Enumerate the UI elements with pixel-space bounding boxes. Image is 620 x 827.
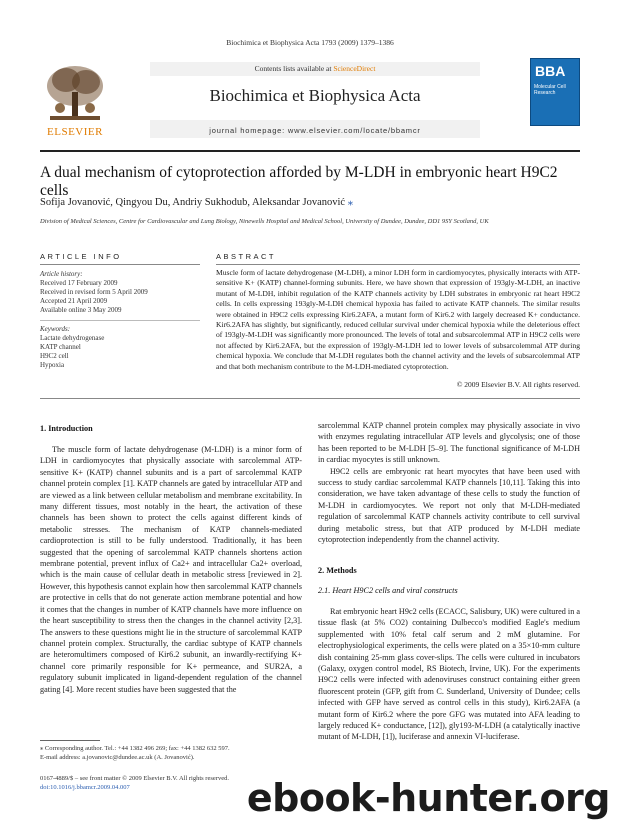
introduction-body [40,444,302,734]
paragraph: H9C2 cells are embryonic rat heart myocytes that have been used with success to study cardiac sarcolemmal KATP channels [10,11]. Taking this into consideration, we have taken advantage of these cells to study the function of M-LDH in cardiomyocytes. We report not only that M-LDH-mediated regulation of sarcolemmal KATP channels activity contribute to cell survival during metabolic stress, but that ATP produced by M-LDH mediate cytoprotection independently from the channel activity. [318,466,580,545]
tree-logo-icon [40,62,110,126]
cover-title: BBA [535,63,566,79]
authors: Sofija Jovanović, Qingyou Du, Andriy Sukhodub, Aleksandar Jovanović [40,197,346,208]
doi-link[interactable]: doi:10.1016/j.bbamcr.2009.04.007 [40,783,130,791]
affiliation: Division of Medical Sciences, Centre for Cardiovascular and Lung Biology, Ninewells Hospital and Medical School, University of Dundee, Dundee, DD1 9SY Scotland, UK [40,218,489,225]
subsection-heading: 2.1. Heart H9C2 cells and viral constructs [318,586,458,595]
right-column [318,420,580,545]
abstract-rule [216,264,580,265]
history-item: Available online 3 May 2009 [40,306,122,314]
keywords-rule [40,320,200,321]
abstract-text: Muscle form of lactate dehydrogenase (M-LDH), a minor LDH form in cardiomyocytes, physically interacts with ATP-sensitive K+ (KATP) channel-forming subunits. Here, we have shown that expression of 193gly-M-LDH, an inactive mutant of M-LDH, inhibit regulation of the KATP channels activity by LDH substrates in embryonic rat heart H9C2 cells. In cells expressing 193gly-M-LDH chemical hypoxia has failed to activate KATP channels. The similar results were obtained in H9C2 cells expressing Kir6.2AFA, a mutant form of Kir6.2 with largely decreased K+ conductance. Kir6.2AFA has slightly, but significantly, reduced cellular survival under chemical hypoxia while the deleterious effect of 193gly-M-LDH was significantly more pronounced. The levels of total and subsarcolemmal ATP in H9C2 cells were not affected by Kir6.2AFA, but the expression of 193gly-M-LDH led to lower levels of subsarcolemmal ATP during chemical hypoxia. We conclude that M-LDH regulates both the channel activity and the levels of subsarcolemmal ATP and that both mechanism contribute to the M-LDH-mediated cytoprotection. [216,268,580,371]
header-rule [40,150,580,152]
article-title: A dual mechanism of cytoprotection afforded by M-LDH in embryonic heart H9C2 cells [40,164,558,199]
corresponding-author-mark[interactable]: ⁎ [345,197,353,208]
section-heading-introduction: 1. Introduction [40,424,93,433]
keywords-label: Keywords: [40,325,71,333]
running-head: Biochimica et Biophysica Acta 1793 (2009) 1379–1386 [226,38,394,47]
watermark: ebook-hunter.org [246,776,610,820]
corresponding-author-note: ⁎ Corresponding author. Tel.: +44 1382 496 269; fax: +44 1382 632 597. [40,745,230,752]
abstract-bottom-rule [40,398,580,399]
methods-body [318,606,580,786]
contents-prefix: Contents lists available at [254,64,334,73]
history-item: Accepted 21 April 2009 [40,297,108,305]
journal-header [40,62,580,144]
journal-homepage[interactable]: journal homepage: www.elsevier.com/locate/bbamcr [209,126,421,135]
elsevier-logo [40,62,110,140]
history-item: Received in revised form 5 April 2009 [40,288,148,296]
article-history [40,270,200,315]
email-note[interactable]: E-mail address: a.jovanovic@dundee.ac.uk (A. Jovanović). [40,753,195,761]
section-heading-methods: 2. Methods [318,566,357,575]
abstract-copyright: © 2009 Elsevier B.V. All rights reserved. [456,380,580,389]
history-label: Article history: [40,270,83,278]
abstract-heading: ABSTRACT [216,252,277,261]
introduction-paragraph: The muscle form of lactate dehydrogenase (M-LDH) is a minor form of LDH in cardiomyocytes that physically associate with sarcolemmal ATP-sensitive K+ (KATP) channel subunits and is a part of sarcolemmal KATP channel protein complex [1]. KATP channels are gated by intracellular ATP and are viewed as a link between cellular metabolism and membrane excitability. In many different tissues, most notably in the heart, the activation of these channels has been shown to protect the cells against different kinds of metabolic stresses. The mechanism of KATP channels-mediated cardioprotection is still to be fully understood. Traditionally, it has been suggested that the opening of sarcolemmal KATP channels shortens action membrane potential, prevent influx of Ca2+ and intracellular Ca2+ overload, which is the main cause of cellular death in metabolic stress [reviewed in 2]. However, this hypothesis cannot explain how then sarcolemmal KATP channels are protective in cells that do not generate action membrane potential and how it comes that the changes in number of KATP channels have more influence on the heart susceptibility to stress then the changes in the channel activity [2,3]. The answers to these questions might lie in the structure of sarcolemmal KATP channel protein complex. Structurally, the cardiac subtype of KATP channels are heteromultimers composed of Kir6.2 subunit, an inwardly-rectifying K+ channel core primarily responsible for K+ permeance, and SUR2A, a regulatory subunit implicated in ligand-dependent regulation of the channel gating [4]. More recent studies have been suggested that the [40,445,302,694]
footnotes [40,745,302,762]
keywords [40,325,200,370]
author-list [40,196,580,208]
keyword: Lactate dehydrogenase [40,334,105,342]
article-info-rule [40,264,200,265]
paragraph: Rat embryonic heart H9c2 cells (ECACC, Salisbury, UK) were cultured in a tissue flask (at 5% CO2) containing Dulbecco's modified Eagle's medium supplemented with 10% fetal calf serum and 2 mM glutamine. For electrophysiological experiments, the cells were plated on a 35×10-mm culture dish containing 25-mm glass cover-slips. The cells were cultured in incubators (Galaxy, oxygen control model, RS Biotech, Irvine, UK). For the experiments H9C2 cells were infected with adenoviruses construct containing either green fluorescent protein (GFP, gift from C. Sunderland, University of Dundee; cells infected with GFP have served as control cells in this study), Kir6.2AFA (a mutant form of Kir6.2 where the pore GFG was mutated into AFA leading to largely reduced K+ conductance, [12]), gly193-M-LDH (a catalytically inactive mutant of M-LDH, [1]), luciferase and annexin VI-luciferase. [318,607,580,742]
keyword: H9C2 cell [40,352,69,360]
article-info-heading: ARTICLE INFO [40,252,122,261]
contents-line [150,62,480,76]
sciencedirect-link[interactable]: ScienceDirect [333,64,376,73]
publisher-name: ELSEVIER [47,126,103,138]
keyword: Hypoxia [40,361,65,369]
footnote-rule [40,740,100,741]
history-item: Received 17 February 2009 [40,279,118,287]
paragraph: sarcolemmal KATP channel protein complex may physically associate in vivo with enzymes regulating intracellular ATP levels and glycolysis; one of those has been reported to be M-LDH [5–9]. The functional significance of M-LDH in cardiac myocytes is still unknown. [318,421,580,465]
journal-cover-thumbnail [530,58,580,126]
keyword: KATP channel [40,343,81,351]
cover-subtitle: Molecular Cell Research [534,84,566,96]
journal-title: Biochimica et Biophysica Acta [209,86,421,105]
issn-line: 0167-4889/$ – see front matter © 2009 Elsevier B.V. All rights reserved. [40,775,229,782]
